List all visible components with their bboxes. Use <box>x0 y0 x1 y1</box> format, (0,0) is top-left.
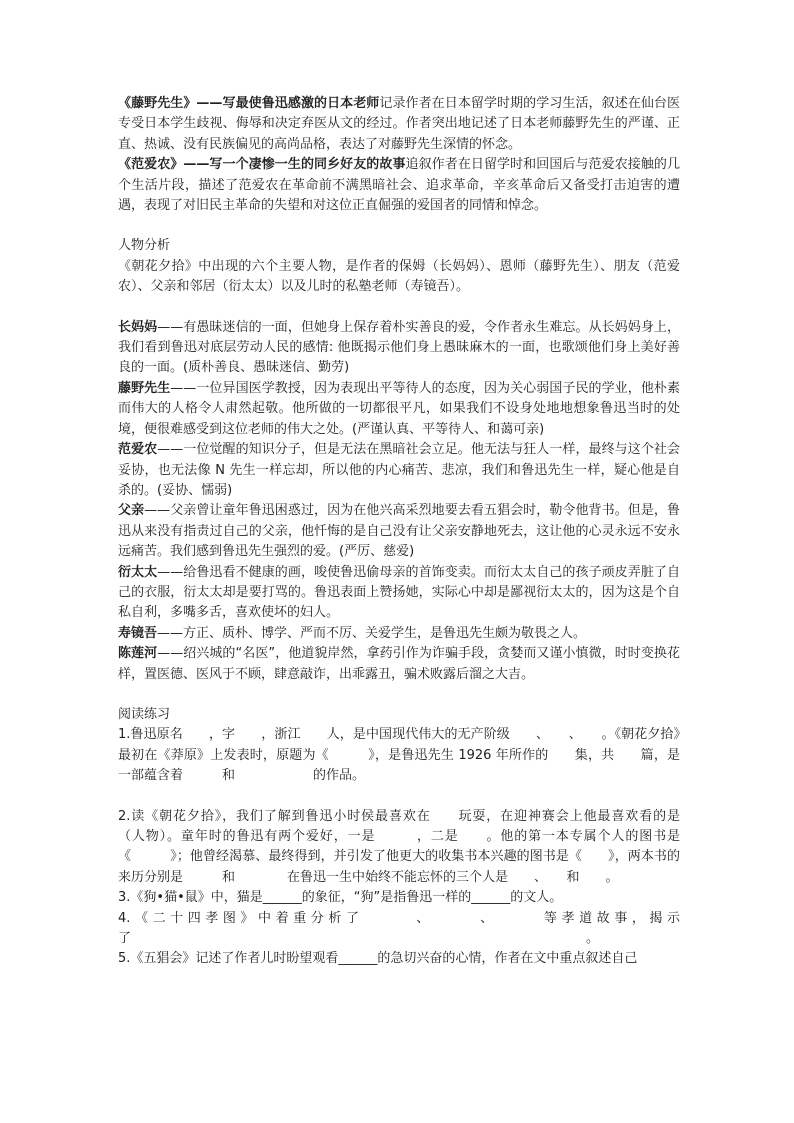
exercise-question-1: 1.鲁迅原名 ，字 ，浙江 人，是中国现代伟大的无产阶级 、 、 。《朝花夕拾》最初在《莽原》上发表时，原题为《 》，是鲁迅先生 1926 年所作的 集，共 篇，是一部蕴含着 和 的作品。 <box>118 727 680 784</box>
character-description: ——父亲曾让童年鲁迅困惑过，因为在他兴高采烈地要去看五猖会时，勒令他背书。但是，鲁迅从来没有指责过自己的父亲，他忏悔的是自己没有让父亲安静地死去，这让他的心灵永远不安永远痛苦。我们感到鲁迅先生强烈的爱。(严厉、慈爱) <box>118 503 680 560</box>
character-entry <box>118 644 680 685</box>
section-heading-analysis: 人物分析 <box>118 238 171 254</box>
intro-text-tengye: 记录作者在日本留学时期的学习生活，叙述在仙台医专受日本学生歧视、侮辱和决定弃医从文的经过。作者突出地记述了日本老师藤野先生的严谨、正直、热诚、没有民族偏见的高尚品格，表达了对藤野先生深情的怀念。 <box>118 96 680 152</box>
exercise-question-5: 5.《五猖会》记述了作者儿时盼望观看______的急切兴奋的心情，作者在文中重点叙述自己 <box>118 951 638 967</box>
character-name: 陈莲河 <box>118 646 158 662</box>
character-name: 衍太太 <box>118 564 158 580</box>
character-entry <box>118 318 680 379</box>
character-entry <box>118 624 680 644</box>
character-name: 藤野先生 <box>118 380 171 396</box>
exercise-question-2: 2.读《朝花夕拾》，我们了解到鲁迅小时侯最喜欢在 玩耍，在迎神赛会上他最喜欢看的是 （人物）。童年时的鲁迅有两个爱好，一是 ，二是 。他的第一本专属个人的图书是《 》；他曾经渴慕、最终得到，并引发了他更大的收集书本兴趣的图书是《 》，两本书的来历分别是 和 在鲁迅一生中始终不能忘怀的三个人是 、 和 。 <box>118 808 707 885</box>
character-name: 长妈妈 <box>118 319 158 335</box>
character-description: ——给鲁迅看不健康的画，唆使鲁迅偷母亲的首饰变卖。而衍太太自己的孩子顽皮弄脏了自己的衣服，衍太太却是要打骂的。鲁迅表面上赞扬她，实际心中却是鄙视衍太太的，因为这是个自私自利，多嘴多舌，喜欢使坏的妇人。 <box>118 564 680 621</box>
intro-paragraph-fan <box>118 155 680 216</box>
character-list <box>118 318 680 685</box>
document-page <box>118 94 707 970</box>
character-name: 范爱农 <box>118 442 158 458</box>
character-entry <box>118 563 680 624</box>
exercise-question-4: 4.《二十四孝图》中着重分析了 、 、 等孝道故事，揭示了 。 <box>118 910 680 947</box>
exercise-question-3: 3.《狗•猫•鼠》中，猫是______的象征，“狗”是指鲁迅一样的______的文人。 <box>118 890 563 906</box>
character-name: 父亲 <box>118 503 145 519</box>
character-description: ——有愚昧迷信的一面，但她身上保存着朴实善良的爱，令作者永生难忘。从长妈妈身上，我们看到鲁迅对底层劳动人民的感情: 他既揭示他们身上愚昧麻木的一面，也歌颂他们身上美好善良的一面。(质朴善良、愚昧迷信、勤劳) <box>118 319 680 376</box>
character-description: ——一位异国医学教授，因为表现出平等待人的态度，因为关心弱国子民的学业，他朴素而伟大的人格令人肃然起敬。他所做的一切都很平凡，如果我们不设身处地地想象鲁迅当时的处境，便很难感受到这位老师的伟大之处。(严谨认真、平等待人、和蔼可亲) <box>118 380 680 437</box>
intro-heading-tengye: 《藤野先生》——写最使鲁迅感激的日本老师 <box>118 96 380 111</box>
character-description: ——一位觉醒的知识分子，但是无法在黑暗社会立足。他无法与狂人一样，最终与这个社会妥协，也无法像 N 先生一样忘却，所以他的内心痛苦、悲凉，我们和鲁迅先生一样，疑心他是自杀的。(妥协、懦弱) <box>118 442 680 498</box>
intro-text-fan: 追叙作者在日留学时和回国后与范爱农接触的几个生活片段，描述了范爱农在革命前不满黑暗社会、追求革命，辛亥革命后又备受打击迫害的遭遇，表现了对旧民主革命的失望和对这位正直倔强的爱国者的同情和悼念。 <box>118 157 680 214</box>
character-description: ——方正、质朴、博学、严而不厉、关爱学生，是鲁迅先生颇为敬畏之人。 <box>157 625 587 641</box>
character-entry <box>118 440 680 501</box>
intro-heading-fan: 《范爱农》——写一个凄惨一生的同乡好友的故事 <box>118 157 406 173</box>
intro-paragraph-tengye <box>118 94 680 155</box>
character-entry <box>118 501 680 562</box>
section-heading-exercises: 阅读练习 <box>118 706 171 722</box>
analysis-summary: 《朝花夕拾》中出现的六个主要人物，是作者的保姆（长妈妈）、恩师（藤野先生）、朋友（范爱农）、父亲和邻居（衍太太）以及儿时的私塾老师（寿镜吾）。 <box>118 258 680 295</box>
character-entry <box>118 379 680 440</box>
character-description: ——绍兴城的“名医”，他道貌岸然，拿药引作为诈骗手段，贪婪而又谨小慎微，时时变换花样，置医德、医风于不顾，肆意敲诈，出乖露丑，骗术败露后溜之大吉。 <box>118 646 680 682</box>
character-name: 寿镜吾 <box>118 625 158 641</box>
